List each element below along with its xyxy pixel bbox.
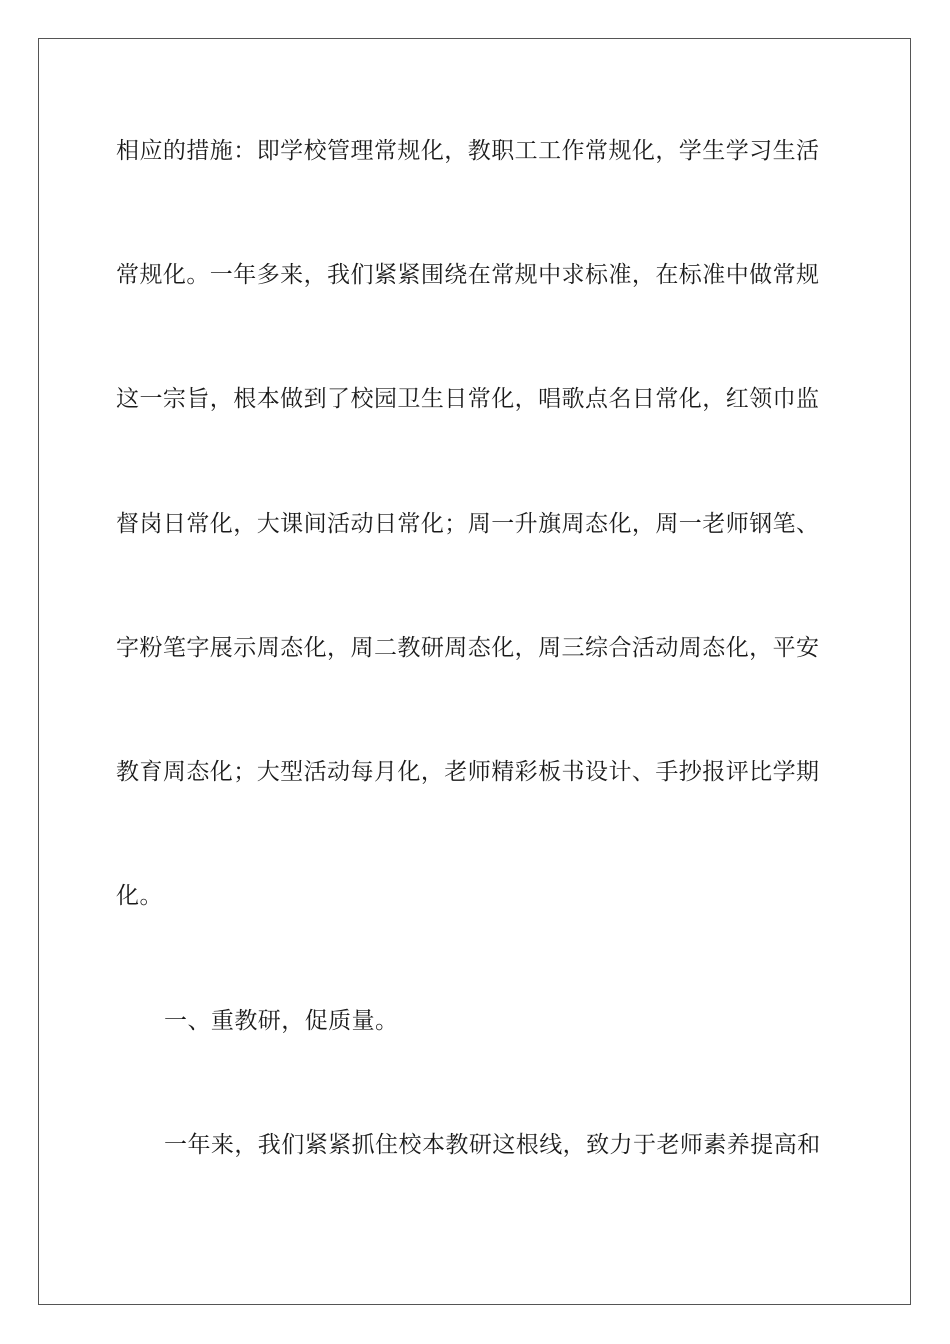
body-text-line: 这一宗旨，根本做到了校园卫生日常化，唱歌点名日常化，红领巾监 [116, 386, 820, 412]
body-text-line: 相应的措施：即学校管理常规化，教职工工作常规化，学生学习生活 [116, 138, 820, 164]
body-text-line: 字粉笔字展示周态化，周二教研周态化，周三综合活动周态化，平安 [116, 635, 820, 661]
body-text-line: 化。 [116, 883, 163, 909]
page-border [38, 38, 911, 1305]
body-text-line: 督岗日常化，大课间活动日常化；周一升旗周态化，周一老师钢笔、 [116, 511, 820, 537]
body-text-line: 教育周态化；大型活动每月化，老师精彩板书设计、手抄报评比学期 [116, 759, 820, 785]
section-heading: 一、重教研，促质量。 [164, 1008, 399, 1034]
paragraph-first-line: 一年来，我们紧紧抓住校本教研这根线，致力于老师素养提高和 [164, 1132, 821, 1158]
body-text-line: 常规化。一年多来，我们紧紧围绕在常规中求标准，在标准中做常规 [116, 262, 820, 288]
